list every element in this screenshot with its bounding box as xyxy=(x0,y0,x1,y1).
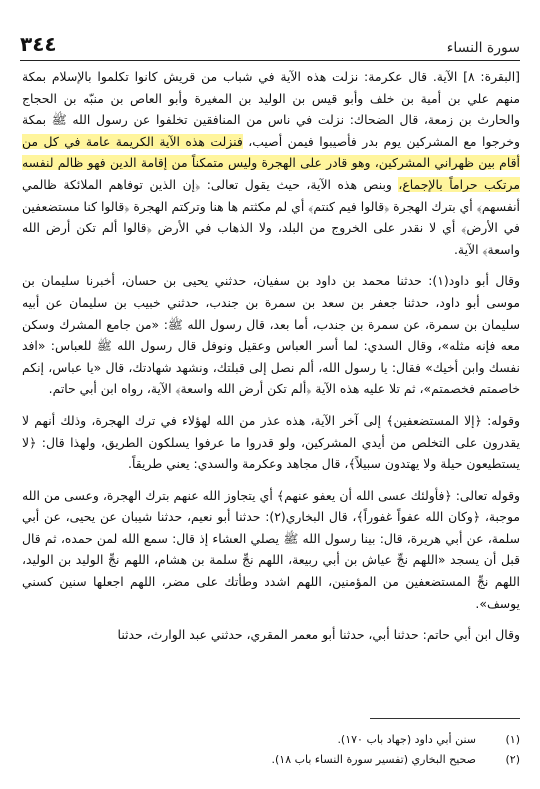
page-number: ٣٤٤ xyxy=(20,32,57,56)
paragraph xyxy=(22,485,520,615)
running-title: سورة النساء xyxy=(446,40,520,56)
footnote-text: صحيح البخاري (تفسير سورة النساء باب ١٨). xyxy=(271,753,476,766)
paragraph xyxy=(22,624,520,646)
footnote xyxy=(22,730,520,750)
text-segment: وبنص هذه الآية، حيث يقول تعالى: ﴿إن الذين توفاهم الملائكة ظالمي أنفسهم﴾ أي بترك الهجرة ﴿قالوا فيم كنتم﴾ أي لم مكثتم ها هنا وتركتم الهجرة ﴿قالوا كنا مستضعفين في الأرض﴾ أي لا نقدر على الخروج من البلد، ولا الذهاب في الأرض ﴿قالوا ألم تكن أرض الله واسعة﴾ الآية. xyxy=(22,176,520,257)
footnote-number: (٢) xyxy=(505,753,520,766)
text-segment: [البقرة: ٨] الآية. قال عكرمة: نزلت هذه الآية في شباب من قريش كانوا تكلموا بالإسلام بمكة منهم علي بن أمية بن خلف وأبو قيس بن الوليد بن المغيرة وأبو العاص بن منبّه بن الحجاج والحارث بن زمعة، قال الضحاك: نزلت في ناس من المنافقين تخلفوا عن رسول الله ﷺ بمكة وخرجوا مع المشركين يوم بدر فأصيبوا فيمن أصيب، xyxy=(22,69,520,149)
footnote-divider xyxy=(370,718,520,719)
paragraph xyxy=(22,270,520,400)
paragraph xyxy=(22,66,520,260)
highlighted-text: فنزلت هذه الآية الكريمة عامة في كل من أقام بين ظهراني المشركين، وهو قادر على الهجرة وليس متمكناً من إقامة الدين فهو ظالم لنفسه مرتكب حراماً بالإجماع، xyxy=(22,133,520,192)
footnotes xyxy=(22,730,520,770)
footnote-text: سنن أبي داود (جهاد باب ١٧٠). xyxy=(337,733,476,746)
text-segment: وقوله تعالى: ﴿فأولئك عسى الله أن يعفو عنهم﴾ أي يتجاوز الله عنهم بترك الهجرة، وعسى من الله موجبة، ﴿وكان الله عفواً غفوراً﴾، قال البخاري(٢): حدثنا أبو نعيم، حدثنا شيبان عن يحيى، عن أبي سلمة، عن أبي هريرة، قال: بينا رسول الله ﷺ يصلي العشاء إذ قال: سمع الله لمن حمده، ثم قال قبل أن يسجد «اللهم نجِّ عياش بن أبي ربيعة، اللهم نجِّ سلمة بن هشام، اللهم نجِّ الوليد بن الوليد، اللهم نجِّ المستضعفين من المؤمنين، اللهم اشدد وطأتك على مضر، اللهم اجعلها سنين كسني يوسف». xyxy=(22,487,520,611)
text-segment: وقال أبو داود(١): حدثنا محمد بن داود بن سفيان، حدثني يحيى بن حسان، أخبرنا سليمان بن موسى أبو داود، حدثنا جعفر بن سعد بن سمرة بن جندب، حدثني خبيب بن سليمان عن أبيه سليمان بن سمرة، عن سمرة بن جندب، أما بعد، قال رسول الله ﷺ: «من جامع المشرك وسكن معه فإنه مثله»، وقال السدي: لما أسر العباس وعقيل ونوفل قال رسول الله ﷺ للعباس: «افد نفسك وابن أخيك» فقال: يا رسول الله، ألم نصل إلى قبلتك، ونشهد شهادتك، قال «يا عباس، إنكم خاصمتم فخصمتم»، ثم تلا عليه هذه الآية ﴿ألم تكن أرض الله واسعة﴾ الآية، رواه ابن أبي حاتم. xyxy=(22,273,521,397)
paragraph xyxy=(22,410,520,475)
page-body xyxy=(22,66,520,646)
text-segment: وقوله: ﴿إلا المستضعفين﴾ إلى آخر الآية، هذه عذر من الله لهؤلاء في ترك الهجرة، وذلك أنهم لا يقدرون على التخلص من أيدي المشركين، ولو قدروا ما عرفوا يسلكون الطريق، ولهذا قال: ﴿لا يستطيعون حيلة ولا يهتدون سبيلاً﴾، قال مجاهد وعكرمة والسدي: يعني طريقاً. xyxy=(22,412,520,472)
text-segment: وقال ابن أبي حاتم: حدثنا أبي، حدثنا أبو معمر المقري، حدثني عبد الوارث، حدثنا xyxy=(117,627,520,643)
page-header xyxy=(20,8,520,61)
footnote xyxy=(22,750,520,770)
footnote-number: (١) xyxy=(505,733,520,746)
